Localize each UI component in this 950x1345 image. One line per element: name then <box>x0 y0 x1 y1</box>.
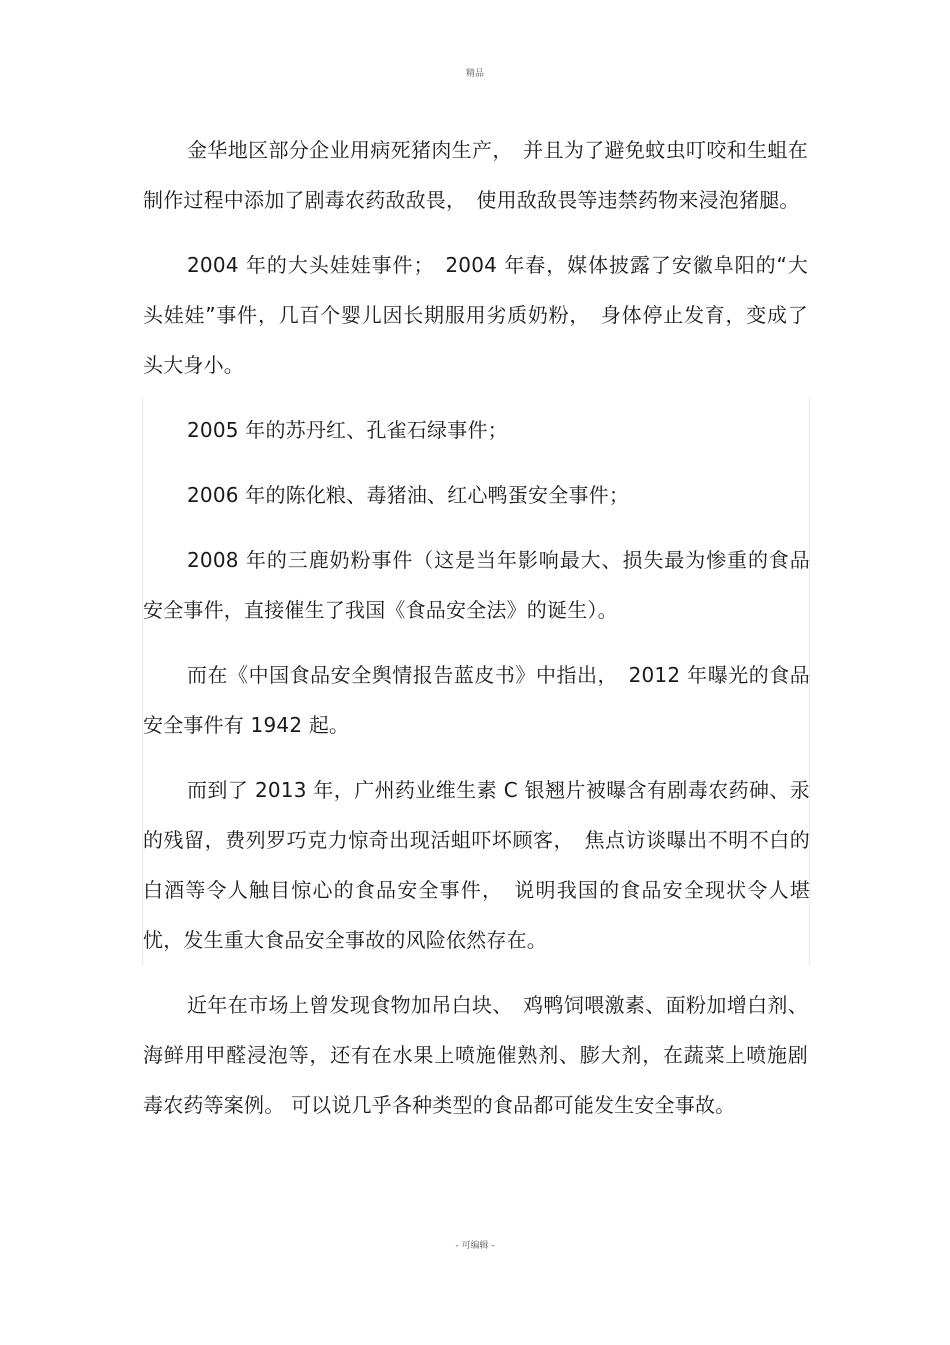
paragraph-recent: 近年在市场上曾发现食物加吊白块、 鸡鸭饲喂激素、面粉加增白剂、海鲜用甲醛浸泡等，还有在水果上喷施催熟剂、膨大剂，在蔬菜上喷施剧毒农药等案例。 可以说几乎各种类型的食品都可能发生安全事故。 <box>143 993 808 1117</box>
paragraph-2012: 而在《中国食品安全舆情报告蓝皮书》中指出， 2012 年曝光的食品安全事件有 1942 起。 <box>143 663 810 737</box>
paragraph-2005: 2005 年的苏丹红、孔雀石绿事件； <box>187 418 508 442</box>
paragraph-2013: 而到了 2013 年，广州药业维生素 C 银翘片被曝含有剧毒农药砷、汞的残留，费列罗巧克力惊奇出现活蛆吓坏顾客， 焦点访谈曝出不明不白的白酒等令人触目惊心的食品安全事件， 说明我国的食品安全现状令人堪忧，发生重大食品安全事故的风险依然存在。 <box>143 778 810 952</box>
paragraph-2008: 2008 年的三鹿奶粉事件（这是当年影响最大、损失最为惨重的食品安全事件，直接催生了我国《食品安全法》的诞生）。 <box>143 548 810 622</box>
paragraph-jinhua: 金华地区部分企业用病死猪肉生产， 并且为了避免蚊虫叮咬和生蛆在制作过程中添加了剧毒农药敌敌畏， 使用敌敌畏等违禁药物来浸泡猪腿。 <box>143 138 808 212</box>
boxed-section <box>143 405 810 965</box>
paragraph-2006: 2006 年的陈化粮、毒猪油、红心鸭蛋安全事件； <box>187 483 630 507</box>
header-note: 精品 <box>465 69 484 79</box>
document-body <box>143 125 808 1145</box>
footer-note: - 可编辑 - <box>455 1241 495 1251</box>
paragraph-2004: 2004 年的大头娃娃事件； 2004 年春，媒体披露了安徽阜阳的“大头娃娃”事件，几百个婴儿因长期服用劣质奶粉， 身体停止发育，变成了头大身小。 <box>143 253 808 377</box>
